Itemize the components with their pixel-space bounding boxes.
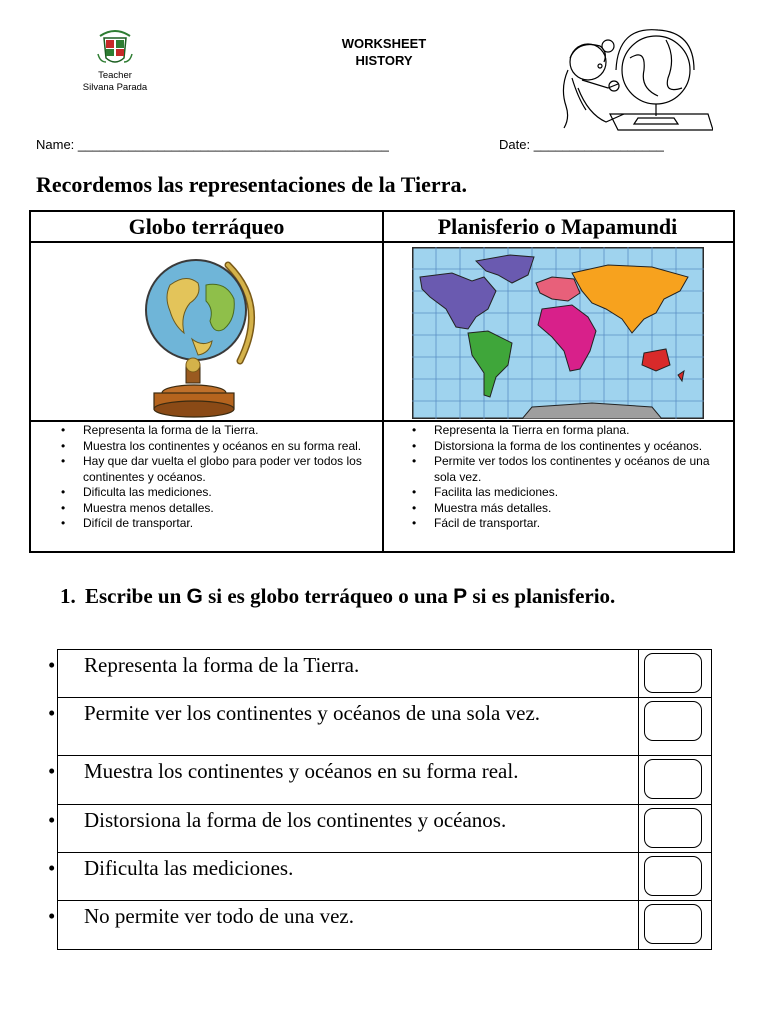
list-item: • Muestra menos detalles.	[83, 501, 383, 517]
title-line-2: HISTORY	[355, 53, 413, 68]
statement-cell: • Permite ver los continentes y océanos de una sola vez.	[58, 698, 639, 756]
answer-cell	[639, 805, 712, 853]
statement-cell: • Representa la forma de la Tierra.	[58, 650, 639, 698]
answer-cell	[639, 698, 712, 756]
statement-text: Distorsiona la forma de los continentes y océanos.	[84, 808, 507, 832]
statement-cell: • Muestra los continentes y océanos en su forma real.	[58, 756, 639, 805]
answer-box[interactable]	[644, 759, 702, 799]
name-label: Name:	[36, 137, 78, 152]
table-row	[58, 698, 712, 756]
image-divider	[31, 420, 733, 422]
globe-column-title: Globo terráqueo	[128, 214, 285, 239]
list-item: • Representa la Tierra en forma plana.	[434, 423, 734, 439]
list-item: • Permite ver todos los continentes y océanos de una sola vez.	[434, 454, 734, 485]
map-column-title: Planisferio o Mapamundi	[437, 214, 678, 239]
date-label: Date:	[499, 137, 534, 152]
answer-box[interactable]	[644, 808, 702, 848]
list-item: • Muestra más detalles.	[434, 501, 734, 517]
prompt-part-2: si es globo terráqueo o una	[202, 584, 454, 608]
name-blank[interactable]: ___________________________________________	[77, 137, 389, 152]
answer-box[interactable]	[644, 856, 702, 896]
list-item: • Distorsiona la forma de los continentes y océanos.	[434, 439, 734, 455]
name-field[interactable]	[36, 137, 496, 152]
table-row	[58, 805, 712, 853]
statement-text: Permite ver los continentes y océanos de una sola vez.	[84, 701, 541, 725]
globe-features-list	[31, 423, 383, 532]
table-row	[58, 756, 712, 805]
answer-box[interactable]	[644, 904, 702, 944]
letter-p: P	[453, 585, 468, 608]
answer-cell	[639, 756, 712, 805]
list-item: • Representa la forma de la Tierra.	[83, 423, 383, 439]
teacher-name: Silvana Parada	[82, 82, 148, 93]
title-line-1: WORKSHEET	[341, 36, 427, 51]
statement-text: No permite ver todo de una vez.	[84, 904, 354, 928]
date-field[interactable]	[499, 137, 719, 152]
prompt-part-1: Escribe un	[85, 584, 187, 608]
question-1-prompt	[60, 582, 660, 611]
question-number: 1.	[60, 584, 76, 608]
world-map-illustration	[412, 247, 704, 419]
statement-text: Dificulta las mediciones.	[84, 856, 294, 880]
header-divider	[31, 241, 733, 243]
table-row	[58, 901, 712, 950]
girl-with-globe-illustration	[548, 18, 713, 140]
answer-cell	[639, 853, 712, 901]
statement-cell: • No permite ver todo de una vez.	[58, 901, 639, 950]
answer-table	[48, 649, 712, 950]
answer-cell	[639, 901, 712, 950]
statement-text: Muestra los continentes y océanos en su forma real.	[84, 759, 519, 783]
table-row	[58, 650, 712, 698]
school-crest-logo	[94, 26, 136, 70]
date-blank[interactable]: __________________	[533, 137, 664, 152]
table-row	[58, 853, 712, 901]
list-item: • Facilita las mediciones.	[434, 485, 734, 501]
globe-illustration	[140, 255, 270, 420]
list-item: • Fácil de transportar.	[434, 516, 734, 532]
list-item: • Difícil de transportar.	[83, 516, 383, 532]
list-item: • Dificulta las mediciones.	[83, 485, 383, 501]
list-item: • Hay que dar vuelta el globo para poder ver todos los continentes y océanos.	[83, 454, 383, 485]
answer-box[interactable]	[644, 653, 702, 693]
section-heading: Recordemos las representaciones de la Tierra.	[36, 172, 467, 197]
statement-text: Representa la forma de la Tierra.	[84, 653, 360, 677]
prompt-part-3: si es planisferio.	[467, 584, 616, 608]
statement-cell: • Distorsiona la forma de los continentes y océanos.	[58, 805, 639, 853]
worksheet-title	[300, 35, 468, 69]
answer-cell	[639, 650, 712, 698]
answer-box[interactable]	[644, 701, 702, 741]
statement-cell: • Dificulta las mediciones.	[58, 853, 639, 901]
teacher-block	[60, 70, 170, 94]
map-features-list	[382, 423, 734, 532]
list-item: • Muestra los continentes y océanos en su forma real.	[83, 439, 383, 455]
letter-g: G	[186, 585, 203, 608]
teacher-label: Teacher	[98, 70, 132, 81]
